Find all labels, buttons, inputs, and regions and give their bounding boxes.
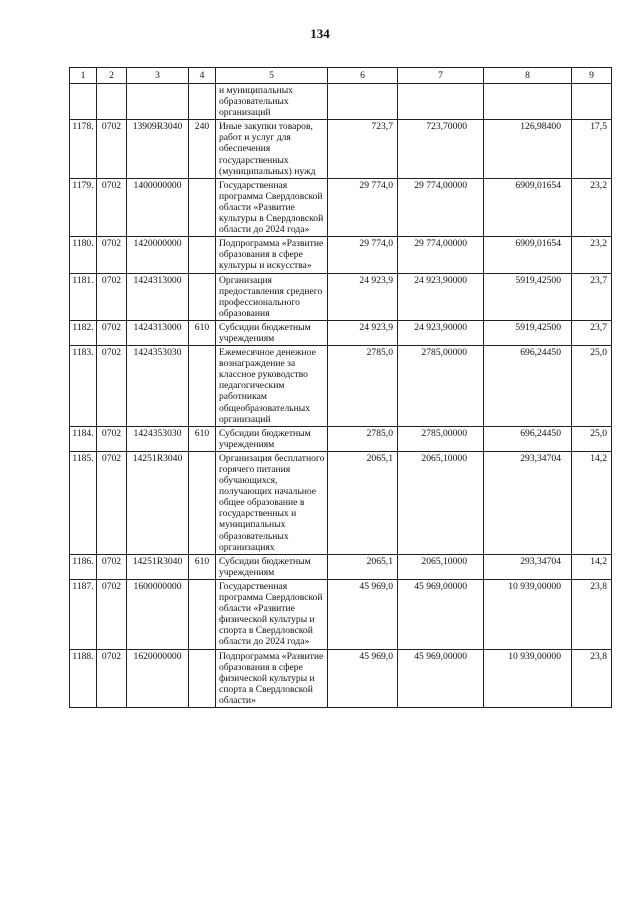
table-cell: 1424353030: [127, 346, 189, 427]
table-cell: 24 923,9: [328, 273, 398, 320]
table-cell: 29 774,0: [328, 237, 398, 273]
table-cell: 1186.: [70, 554, 97, 579]
table-cell: [328, 84, 398, 120]
column-header: 4: [189, 68, 216, 84]
table-cell: 723,7: [328, 120, 398, 178]
table-cell: 1600000000: [127, 579, 189, 649]
table-cell: 1178.: [70, 120, 97, 178]
table-cell: Государственная программа Свердловской области «Развитие физической культуры и спорта в Свердловской области до 2024 года»: [216, 579, 328, 649]
table-cell: Государственная программа Свердловской области «Развитие культуры в Свердловской области до 2024 года»: [216, 178, 328, 236]
table-cell: 45 969,00000: [398, 579, 484, 649]
table-cell: 1182.: [70, 320, 97, 345]
table-cell: 610: [189, 320, 216, 345]
table-cell: Организация бесплатного горячего питания обучающихся, получающих начальное общее образование в государственных и муниципальных образовательных организациях: [216, 451, 328, 554]
table-cell: 0702: [97, 178, 127, 236]
table-cell: 45 969,0: [328, 649, 398, 707]
table-row: [70, 237, 612, 273]
table-cell: 17,5: [572, 120, 612, 178]
table-row: [70, 320, 612, 345]
table-cell: 1620000000: [127, 649, 189, 707]
table-cell: 23,8: [572, 649, 612, 707]
table-cell: [70, 84, 97, 120]
table-row: [70, 178, 612, 236]
page-number: 134: [310, 26, 330, 41]
table-cell: 2065,1: [328, 451, 398, 554]
table-cell: 2785,0: [328, 346, 398, 427]
header-row: [70, 68, 612, 84]
table-row: [70, 84, 612, 120]
table-cell: 6909,01654: [484, 178, 572, 236]
table-cell: 14,2: [572, 451, 612, 554]
table-cell: 0702: [97, 120, 127, 178]
table-cell: 293,34704: [484, 554, 572, 579]
table-cell: и муниципальных образовательных организаций: [216, 84, 328, 120]
table-cell: 1400000000: [127, 178, 189, 236]
table-row: [70, 120, 612, 178]
table-cell: 10 939,00000: [484, 649, 572, 707]
table-cell: 1185.: [70, 451, 97, 554]
table-cell: 0702: [97, 579, 127, 649]
column-header: 7: [398, 68, 484, 84]
table-cell: 2785,0: [328, 426, 398, 451]
table-cell: 696,24450: [484, 426, 572, 451]
table-cell: [189, 237, 216, 273]
table-cell: 29 774,00000: [398, 237, 484, 273]
table-cell: 14,2: [572, 554, 612, 579]
table-cell: 240: [189, 120, 216, 178]
table-cell: Ежемесячное денежное вознаграждение за классное руководство педагогическим работникам общеобразовательных организаций: [216, 346, 328, 427]
table-cell: 29 774,0: [328, 178, 398, 236]
table-cell: 23,8: [572, 579, 612, 649]
table-cell: 45 969,00000: [398, 649, 484, 707]
table-cell: 6909,01654: [484, 237, 572, 273]
table-cell: 25,0: [572, 346, 612, 427]
column-header: 5: [216, 68, 328, 84]
table-cell: [189, 649, 216, 707]
table-cell: [97, 84, 127, 120]
table-cell: 1180.: [70, 237, 97, 273]
table-cell: Субсидии бюджетным учреждениям: [216, 426, 328, 451]
column-header: 9: [572, 68, 612, 84]
table-cell: Субсидии бюджетным учреждениям: [216, 554, 328, 579]
column-header: 2: [97, 68, 127, 84]
table-cell: Организация предоставления среднего профессионального образования: [216, 273, 328, 320]
table-cell: 0702: [97, 451, 127, 554]
table-cell: 0702: [97, 649, 127, 707]
column-header: 3: [127, 68, 189, 84]
table-cell: 0702: [97, 237, 127, 273]
table-row: [70, 426, 612, 451]
table-cell: 0702: [97, 273, 127, 320]
table-cell: [398, 84, 484, 120]
table-cell: 29 774,00000: [398, 178, 484, 236]
table-cell: 1187.: [70, 579, 97, 649]
table-cell: [484, 84, 572, 120]
table-row: [70, 649, 612, 707]
table-cell: 5919,42500: [484, 273, 572, 320]
table-row: [70, 579, 612, 649]
table-cell: 24 923,90000: [398, 320, 484, 345]
table-cell: 14251R3040: [127, 451, 189, 554]
table-row: [70, 451, 612, 554]
table-cell: Подпрограмма «Развитие образования в сфере культуры и искусства»: [216, 237, 328, 273]
table-cell: 5919,42500: [484, 320, 572, 345]
table-cell: [572, 84, 612, 120]
table-cell: [189, 84, 216, 120]
table-cell: 24 923,9: [328, 320, 398, 345]
table-cell: Иные закупки товаров, работ и услуг для обеспечения государственных (муниципальных) нужд: [216, 120, 328, 178]
table-cell: 610: [189, 426, 216, 451]
table-cell: 126,98400: [484, 120, 572, 178]
table-cell: [127, 84, 189, 120]
table-row: [70, 554, 612, 579]
table-cell: 45 969,0: [328, 579, 398, 649]
table-body: [70, 84, 612, 708]
table-row: [70, 346, 612, 427]
table-cell: 23,2: [572, 178, 612, 236]
table-cell: Субсидии бюджетным учреждениям: [216, 320, 328, 345]
column-header: 8: [484, 68, 572, 84]
table-cell: 1424353030: [127, 426, 189, 451]
table-cell: [189, 273, 216, 320]
table-cell: 23,2: [572, 237, 612, 273]
table-cell: 2065,10000: [398, 451, 484, 554]
table-cell: 1424313000: [127, 273, 189, 320]
table-cell: 2065,1: [328, 554, 398, 579]
table-cell: 14251R3040: [127, 554, 189, 579]
table-cell: 1183.: [70, 346, 97, 427]
table-cell: [189, 579, 216, 649]
table-cell: 0702: [97, 426, 127, 451]
table-cell: 1188.: [70, 649, 97, 707]
table-cell: 0702: [97, 346, 127, 427]
table-cell: 2785,00000: [398, 426, 484, 451]
budget-table: [69, 67, 612, 708]
table-cell: 2785,00000: [398, 346, 484, 427]
table-cell: 23,7: [572, 273, 612, 320]
table-cell: 0702: [97, 320, 127, 345]
table-row: [70, 273, 612, 320]
table-cell: 293,34704: [484, 451, 572, 554]
table-cell: 1184.: [70, 426, 97, 451]
table-cell: 696,24450: [484, 346, 572, 427]
table-cell: 1424313000: [127, 320, 189, 345]
table-cell: [189, 346, 216, 427]
table-cell: [189, 451, 216, 554]
column-header: 6: [328, 68, 398, 84]
table-cell: 1420000000: [127, 237, 189, 273]
table-cell: 25,0: [572, 426, 612, 451]
table-cell: 0702: [97, 554, 127, 579]
table-cell: 723,70000: [398, 120, 484, 178]
table-cell: 23,7: [572, 320, 612, 345]
table-cell: [189, 178, 216, 236]
table-cell: 1181.: [70, 273, 97, 320]
table-cell: 1179.: [70, 178, 97, 236]
table-cell: 2065,10000: [398, 554, 484, 579]
table-cell: 24 923,90000: [398, 273, 484, 320]
table-cell: 10 939,00000: [484, 579, 572, 649]
table-cell: 13909R3040: [127, 120, 189, 178]
table-cell: Подпрограмма «Развитие образования в сфере физической культуры и спорта в Свердловской области»: [216, 649, 328, 707]
column-header: 1: [70, 68, 97, 84]
table-cell: 610: [189, 554, 216, 579]
